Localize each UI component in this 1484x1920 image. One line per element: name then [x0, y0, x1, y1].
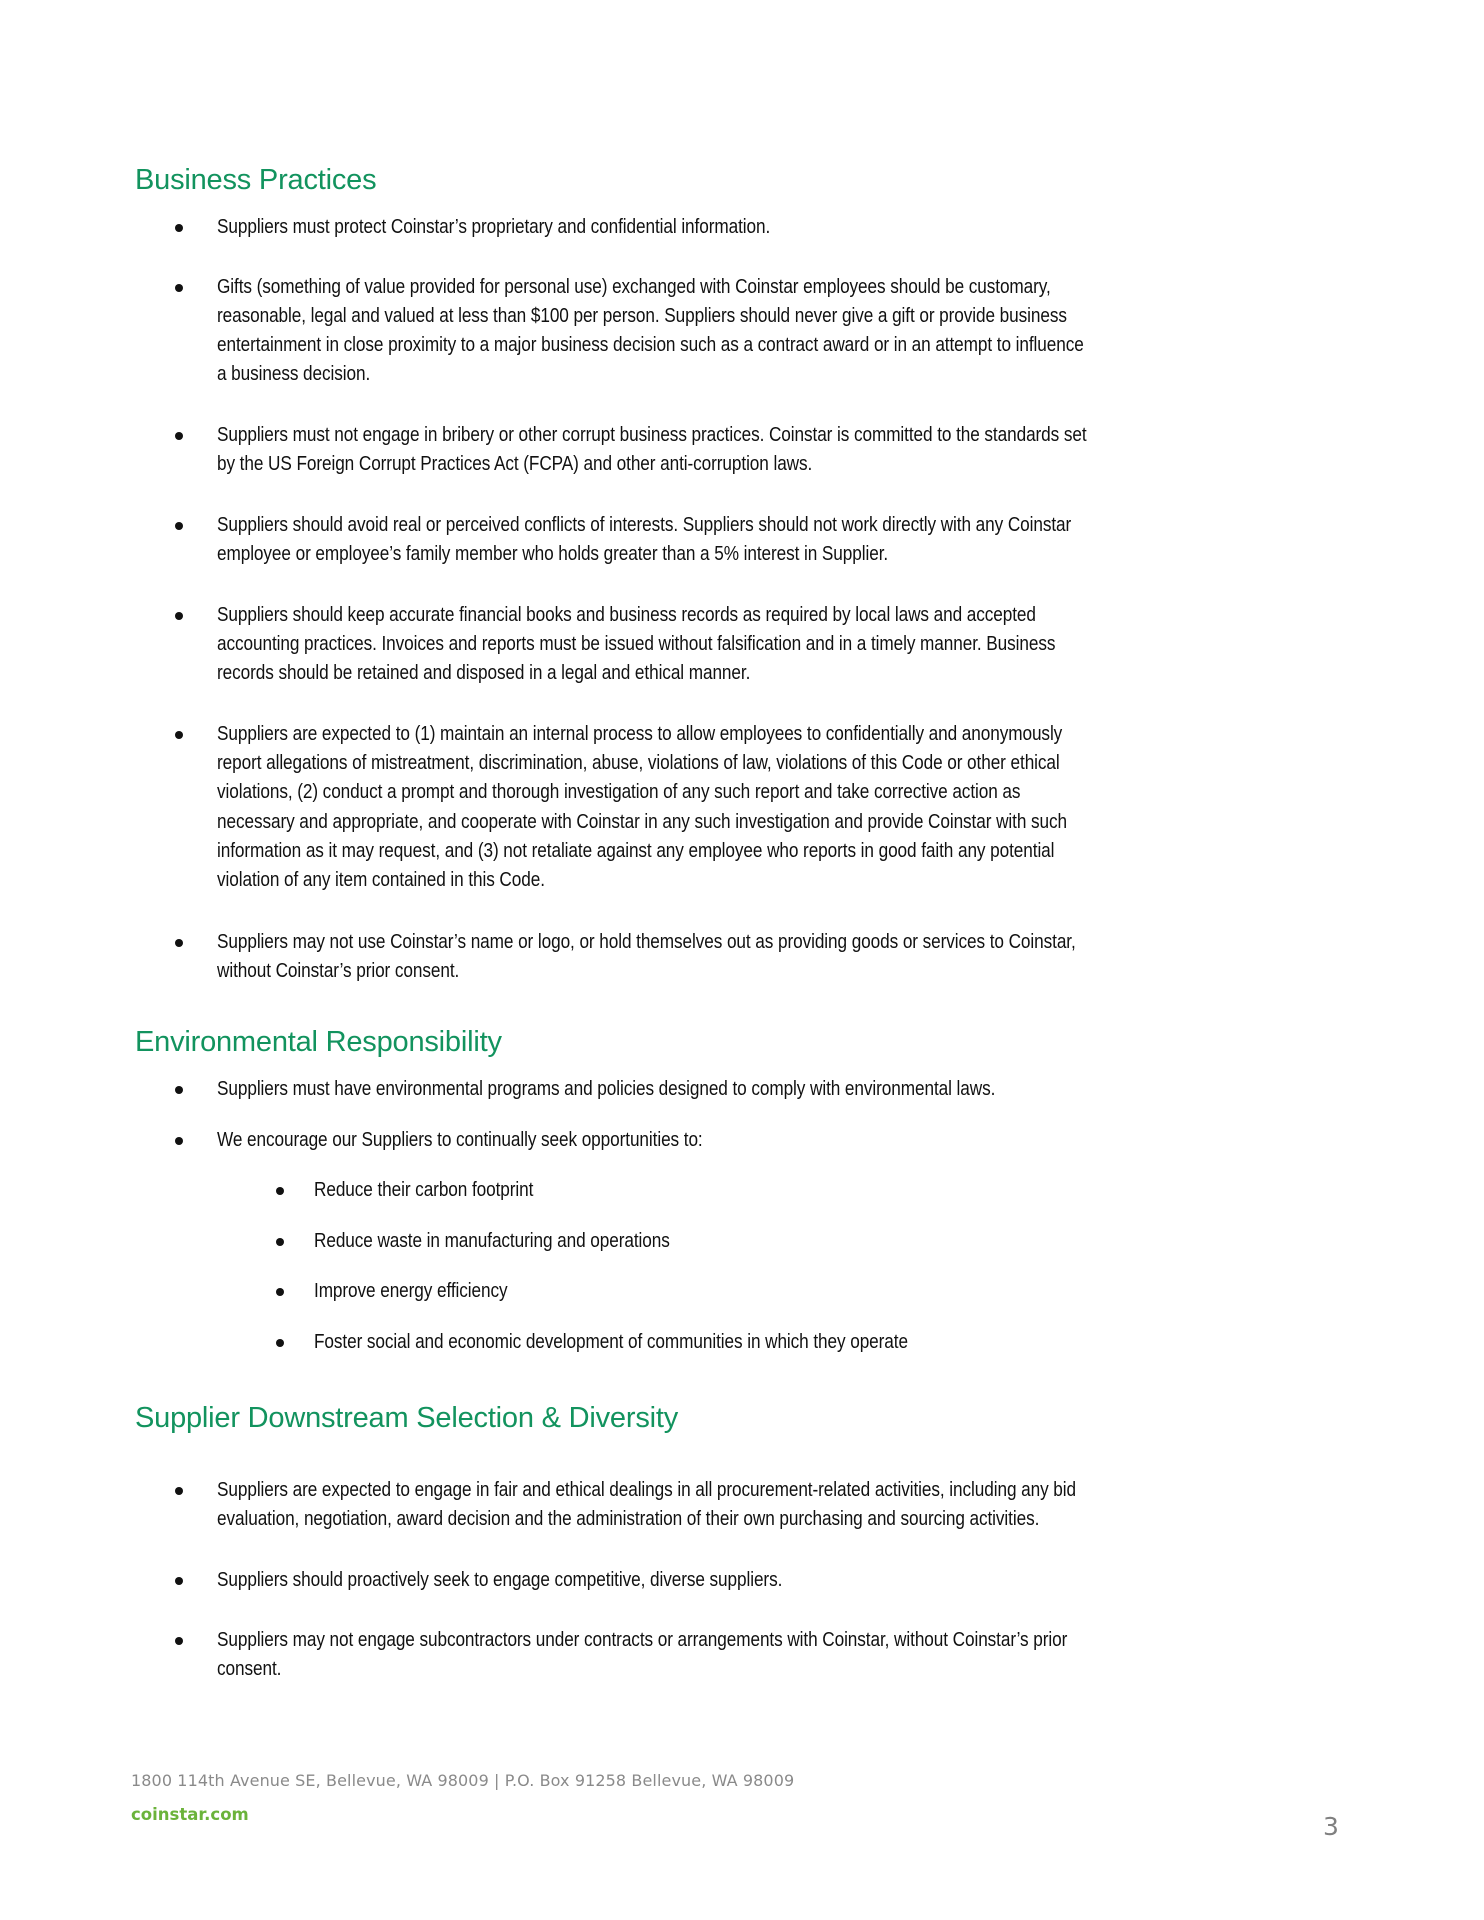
list-item-text: consent. — [217, 1658, 282, 1680]
bullet-icon — [175, 939, 183, 947]
list-item-text: report allegations of mistreatment, discrimination, abuse, violations of law, violations of this Code or other ethical — [217, 752, 1060, 774]
bullet-icon — [175, 1577, 183, 1585]
bullet-icon — [175, 1086, 183, 1094]
bullet-icon — [175, 522, 183, 530]
bullet-icon — [175, 1137, 183, 1145]
list-item-text: a business decision. — [217, 363, 371, 385]
bullet-icon — [175, 612, 183, 620]
list-item-text: Suppliers must have environmental programs and policies designed to comply with environmental laws. — [217, 1078, 996, 1100]
list-item-text: evaluation, negotiation, award decision and the administration of their own purchasing and sourcing activities. — [217, 1508, 1040, 1530]
list-item-text: Gifts (something of value provided for personal use) exchanged with Coinstar employees should be customary, — [217, 276, 1051, 298]
sub-list-item-text: Reduce their carbon footprint — [314, 1179, 534, 1201]
footer-address: 1800 114th Avenue SE, Bellevue, WA 98009 | P.O. Box 91258 Bellevue, WA 98009 — [131, 1771, 795, 1790]
list-item-text: violations, (2) conduct a prompt and thorough investigation of any such report and take corrective action as — [217, 781, 1021, 803]
list-item-text: records should be retained and disposed in a legal and ethical manner. — [217, 662, 751, 684]
bullet-icon — [276, 1187, 284, 1195]
list-item-text: Suppliers must protect Coinstar’s proprietary and confidential information. — [217, 216, 771, 238]
list-item-text: information as it may request, and (3) not retaliate against any employee who reports in good faith any potential — [217, 840, 1055, 862]
list-item-text: Suppliers must not engage in bribery or other corrupt business practices. Coinstar is committed to the standards set — [217, 424, 1087, 446]
bullet-icon — [276, 1238, 284, 1246]
bullet-icon — [175, 1487, 183, 1495]
section-heading-environmental-responsibility: Environmental Responsibility — [135, 1026, 502, 1058]
list-item-text: Suppliers may not engage subcontractors under contracts or arrangements with Coinstar, without Coinstar’s prior — [217, 1629, 1068, 1651]
list-item-text: employee or employee’s family member who holds greater than a 5% interest in Supplier. — [217, 543, 889, 565]
bullet-icon — [175, 731, 183, 739]
sub-list-item-text: Improve energy efficiency — [314, 1280, 508, 1302]
list-item-text: Suppliers may not use Coinstar’s name or logo, or hold themselves out as providing goods or services to Coinstar, — [217, 931, 1076, 953]
list-item-text: Suppliers are expected to engage in fair and ethical dealings in all procurement-related activities, including any bid — [217, 1479, 1076, 1501]
section-heading-supplier-downstream-selection: Supplier Downstream Selection & Diversity — [135, 1402, 679, 1434]
list-item-text: We encourage our Suppliers to continually seek opportunities to: — [217, 1129, 703, 1151]
list-item-text: entertainment in close proximity to a major business decision such as a contract award or in an attempt to influence — [217, 334, 1084, 356]
list-item-text: Suppliers are expected to (1) maintain an internal process to allow employees to confidentially and anonymously — [217, 723, 1063, 745]
list-item-text: by the US Foreign Corrupt Practices Act (FCPA) and other anti-corruption laws. — [217, 453, 813, 475]
list-item-text: Suppliers should avoid real or perceived conflicts of interests. Suppliers should not work directly with any Coinstar — [217, 514, 1072, 536]
website-link[interactable]: coinstar.com — [131, 1805, 249, 1824]
bullet-icon — [175, 1637, 183, 1645]
list-item-text: violation of any item contained in this Code. — [217, 869, 545, 891]
page-number: 3 — [1323, 1812, 1339, 1841]
list-item-text: Suppliers should keep accurate financial books and business records as required by local laws and accepted — [217, 604, 1036, 626]
list-item-text: accounting practices. Invoices and reports must be issued without falsification and in a timely manner. Business — [217, 633, 1056, 655]
bullet-icon — [276, 1339, 284, 1347]
list-item-text: reasonable, legal and valued at less than $100 per person. Suppliers should never give a gift or provide business — [217, 305, 1067, 327]
bullet-icon — [276, 1288, 284, 1296]
bullet-icon — [175, 284, 183, 292]
sub-list-item-text: Foster social and economic development of communities in which they operate — [314, 1331, 908, 1353]
bullet-icon — [175, 432, 183, 440]
section-heading-business-practices: Business Practices — [135, 164, 377, 196]
list-item-text: Suppliers should proactively seek to engage competitive, diverse suppliers. — [217, 1569, 783, 1591]
bullet-icon — [175, 224, 183, 232]
list-item-text: without Coinstar’s prior consent. — [217, 960, 460, 982]
sub-list-item-text: Reduce waste in manufacturing and operations — [314, 1230, 670, 1252]
list-item-text: necessary and appropriate, and cooperate with Coinstar in any such investigation and provide Coinstar with such — [217, 811, 1068, 833]
